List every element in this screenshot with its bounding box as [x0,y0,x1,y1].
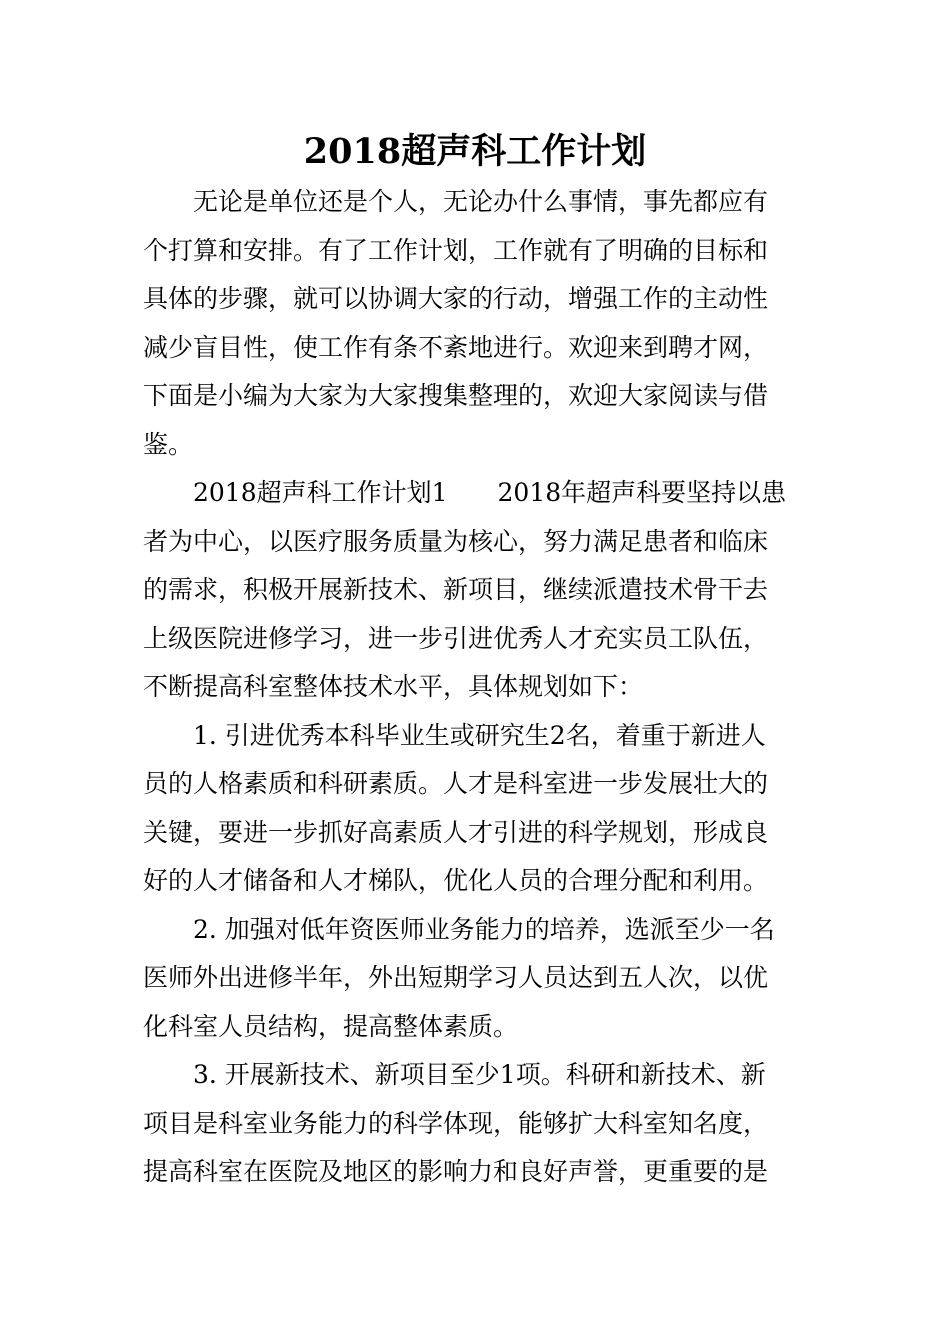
document-title: 2018超声科工作计划 [303,131,647,172]
text-line: 好的人才储备和人才梯队，优化人员的合理分配和利用。 [143,866,769,895]
text-line: 化科室人员结构，提高整体素质。 [143,1011,519,1041]
text-line: 鉴。 [143,429,194,459]
text-line: 项目是科室业务能力的科学体现，能够扩大科室知名度， [143,1108,769,1138]
text-line: 员的人格素质和科研素质。人才是科室进一步发展壮大的 [143,769,769,798]
document-body [143,126,807,1197]
text-line: 上级医院进修学习，进一步引进优秀人才充实员工队伍， [143,623,769,653]
text-line: 个打算和安排。有了工作计划，工作就有了明确的目标和 [143,235,769,265]
text-line: 2. 加强对低年资医师业务能力的培养，选派至少一名 [193,914,775,944]
text-line: 下面是小编为大家为大家搜集整理的，欢迎大家阅读与借 [143,381,769,410]
text-line: 的需求，积极开展新技术、新项目，继续派遣技术骨干去 [143,575,769,604]
paragraph-item-1 [143,712,807,906]
text-line: 不断提高科室整体技术水平，具体规划如下： [143,672,644,701]
text-line: 减少盲目性，使工作有条不紊地进行。欢迎来到聘才网， [143,332,769,362]
paragraph-plan-overview [143,469,807,712]
text-line: 者为中心，以医疗服务质量为核心，努力满足患者和临床 [143,526,769,556]
text-line: 3. 开展新技术、新项目至少1项。科研和新技术、新 [193,1060,766,1089]
text-line: 无论是单位还是个人，无论办什么事情，事先都应有 [193,187,769,216]
paragraph-item-3 [143,1051,807,1197]
text-line: 1. 引进优秀本科毕业生或研究生2名，着重于新进人 [193,720,766,750]
text-line: 医师外出进修半年，外出短期学习人员达到五人次，以优 [143,963,769,992]
text-line: 2018超声科工作计划1 2018年超声科要坚持以患 [193,478,787,507]
text-line: 具体的步骤，就可以协调大家的行动，增强工作的主动性 [143,284,769,313]
paragraph-item-2 [143,906,807,1052]
text-line: 提高科室在医院及地区的影响力和良好声誉，更重要的是 [143,1157,769,1186]
text-line: 关键，要进一步抓好高素质人才引进的科学规划，形成良 [143,817,769,847]
paragraph-intro [143,178,807,469]
